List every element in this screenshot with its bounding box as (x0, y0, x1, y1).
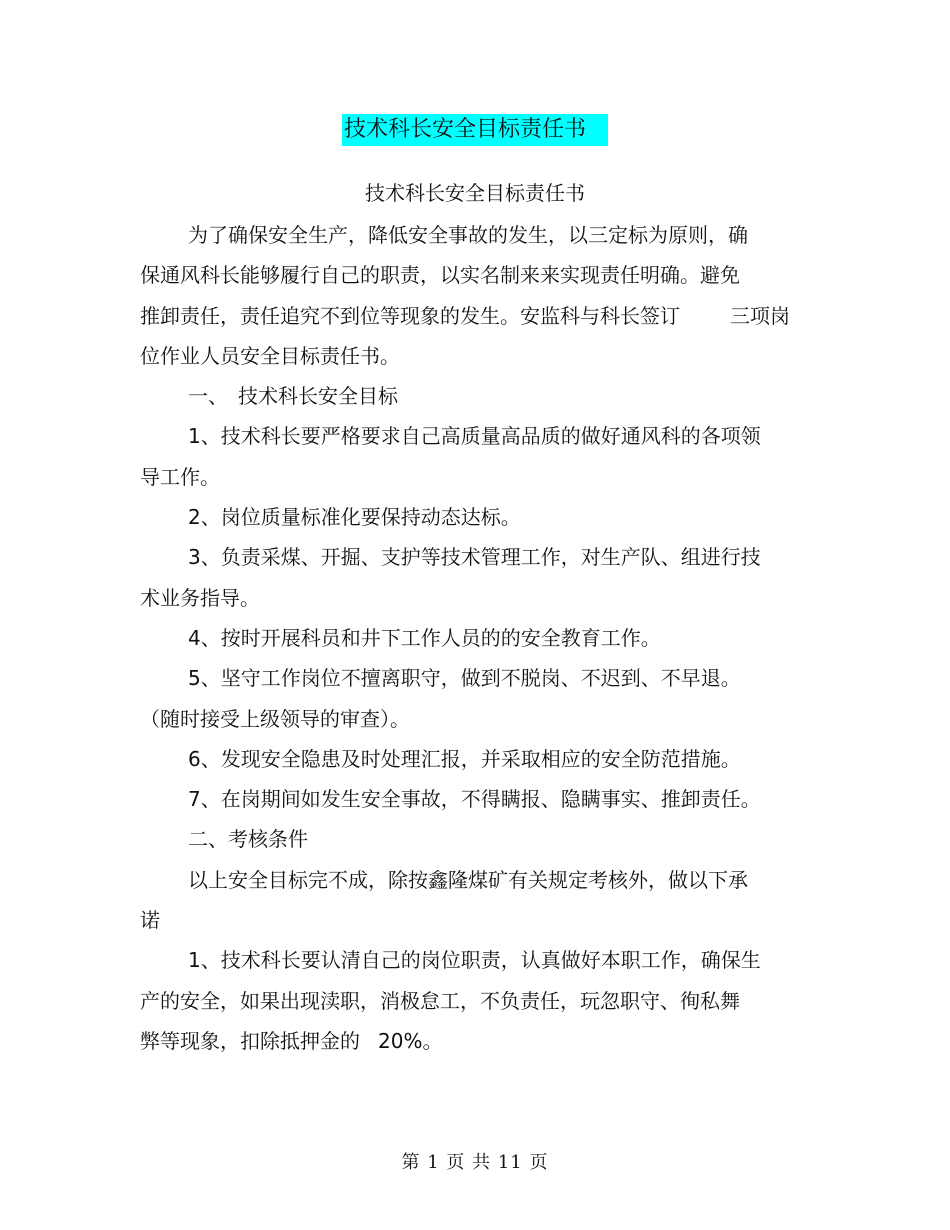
list-item-continuation (140, 1026, 820, 1056)
list-item-continuation: 术业务指导。 (140, 585, 260, 610)
document-body (140, 220, 820, 1066)
list-item: 6、发现安全隐患及时处理汇报，并采取相应的安全防范措施。 (188, 746, 741, 771)
list-item: 2、岗位质量标准化要保持动态达标。 (188, 505, 521, 530)
title-container (0, 114, 950, 146)
paragraph-line (140, 301, 820, 331)
paragraph-line: 为了确保安全生产，降低安全事故的发生，以三定标为原则，确 (188, 223, 748, 247)
list-item: 7、在岗期间如发生安全事故，不得瞒报、隐瞒事实、推卸责任。 (188, 787, 761, 812)
list-item-continuation: （随时接受上级领导的审查）。 (140, 706, 410, 731)
paragraph-line-part: 推卸责任，责任追究不到位等现象的发生。安监科与科长签订 (140, 303, 680, 328)
document-title: 技术科长安全目标责任书 (342, 114, 608, 146)
list-item: 5、坚守工作岗位不擅离职守，做到不脱岗、不迟到、不早退。 (188, 666, 741, 691)
section-heading: 一、 技术科长安全目标 (188, 384, 398, 409)
document-subtitle: 技术科长安全目标责任书 (365, 181, 585, 205)
list-item: 1、技术科长要严格要求自己高质量高品质的做好通风科的各项领 (188, 424, 761, 449)
paragraph-line: 位作业人员安全目标责任书。 (140, 343, 400, 368)
paragraph-line: 诺 (140, 908, 160, 933)
paragraph-line-part: 20%。 (378, 1028, 443, 1053)
list-item-continuation: 产的安全，如果出现渎职，消极怠工，不负责任，玩忽职守、徇私舞 (140, 988, 740, 1013)
paragraph-line: 保通风科长能够履行自己的职责，以实名制来来实现责任明确。避免 (140, 263, 740, 288)
list-item-continuation: 导工作。 (140, 464, 220, 489)
paragraph-line-part: 三项岗 (730, 303, 790, 328)
page-footer: 第 1 页 共 11 页 (401, 1152, 549, 1173)
paragraph-line-part: 弊等现象，扣除抵押金的 (140, 1028, 360, 1053)
list-item: 1、技术科长要认清自己的岗位职责，认真做好本职工作，确保生 (188, 948, 761, 973)
list-item: 3、负责采煤、开掘、支护等技术管理工作，对生产队、组进行技 (188, 545, 761, 570)
section-heading: 二、考核条件 (188, 827, 308, 852)
paragraph-line: 以上安全目标完不成，除按鑫隆煤矿有关规定考核外，做以下承 (188, 867, 748, 892)
list-item: 4、按时开展科员和井下工作人员的的安全教育工作。 (188, 625, 661, 650)
